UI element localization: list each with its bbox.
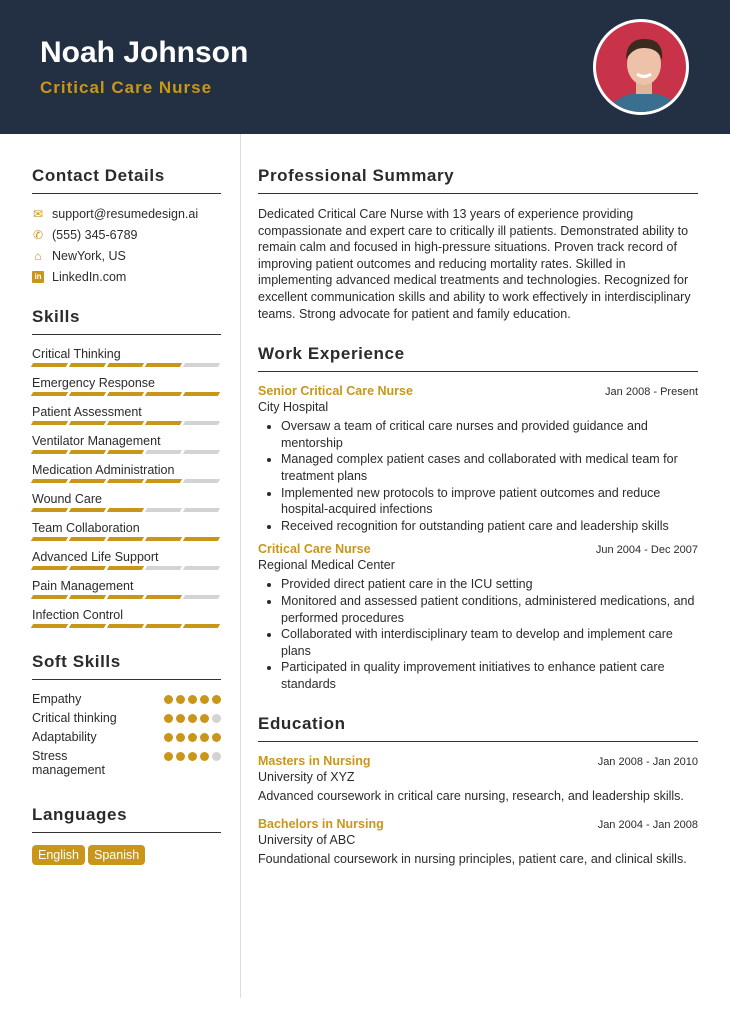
skill-segment <box>31 421 68 425</box>
rating-dot <box>200 752 209 761</box>
contact-item <box>32 227 221 243</box>
soft-skill-item <box>32 692 221 706</box>
skill-segment <box>31 566 68 570</box>
soft-skill-rating <box>164 714 221 725</box>
skill-segment <box>31 392 68 396</box>
skill-segment <box>107 537 144 541</box>
profile-photo <box>593 19 689 115</box>
skill-segment <box>183 421 220 425</box>
skill-segment <box>69 421 106 425</box>
job-title: Senior Critical Care Nurse <box>258 384 413 399</box>
job-bullet: • Participated in quality improvement initiatives to enhance patient care standards <box>281 659 698 692</box>
summary-heading: Professional Summary <box>258 166 698 194</box>
contact-text: LinkedIn.com <box>52 270 127 284</box>
job-bullet: • Provided direct patient care in the ICU setting <box>281 576 698 593</box>
rating-dot <box>164 733 173 742</box>
rating-dot <box>176 752 185 761</box>
education-date: Jan 2004 - Jan 2008 <box>597 819 698 832</box>
rating-dot <box>188 733 197 742</box>
contact-text: NewYork, US <box>52 249 126 263</box>
skill-segment <box>145 508 182 512</box>
school-name: University of ABC <box>258 833 356 848</box>
skill-segment <box>145 450 182 454</box>
rating-dot <box>176 695 185 704</box>
skill-segment <box>183 566 220 570</box>
skill-segment <box>183 363 220 367</box>
education-date: Jan 2008 - Jan 2010 <box>597 756 698 769</box>
education-heading: Education <box>258 714 698 742</box>
skill-segment <box>145 595 182 599</box>
rating-dot <box>188 752 197 761</box>
phone-icon: ✆ <box>32 228 44 242</box>
skill-segment <box>69 566 106 570</box>
degree-title: Bachelors in Nursing <box>258 817 384 832</box>
rating-dot <box>212 714 221 723</box>
skill-level-bar <box>32 595 221 599</box>
skill-segment <box>31 363 68 367</box>
education-list <box>258 754 698 866</box>
skill-segment <box>183 479 220 483</box>
skill-segment <box>69 479 106 483</box>
skill-segment <box>183 537 220 541</box>
school-name: University of XYZ <box>258 770 355 785</box>
skill-segment <box>145 421 182 425</box>
skill-name: Advanced Life Support <box>32 550 159 564</box>
skill-segment <box>31 508 68 512</box>
skill-name: Wound Care <box>32 492 102 506</box>
soft-skill-rating <box>164 733 221 744</box>
skill-level-bar <box>32 537 221 541</box>
column-divider <box>240 134 241 998</box>
education-description: Advanced coursework in critical care nursing, research, and leadership skills. <box>258 789 684 804</box>
skill-level-bar <box>32 363 221 367</box>
job-bullet: • Monitored and assessed patient conditions, administered medications, and performed procedures <box>281 593 698 626</box>
skill-name: Pain Management <box>32 579 134 593</box>
soft-skill-name: Adaptability <box>32 730 97 744</box>
skill-segment <box>107 479 144 483</box>
skill-level-bar <box>32 624 221 628</box>
skill-segment <box>183 508 220 512</box>
skill-segment <box>31 624 68 628</box>
skill-segment <box>145 537 182 541</box>
skill-segment <box>107 421 144 425</box>
skill-segment <box>107 363 144 367</box>
skills-list <box>32 347 221 628</box>
right-column <box>258 166 698 880</box>
language-tag: Spanish <box>88 845 145 865</box>
skill-level-bar <box>32 479 221 483</box>
degree-title: Masters in Nursing <box>258 754 371 769</box>
skill-segment <box>107 595 144 599</box>
skill-segment <box>183 392 220 396</box>
skill-level-bar <box>32 508 221 512</box>
rating-dot <box>176 733 185 742</box>
skill-segment <box>107 508 144 512</box>
skill-name: Medication Administration <box>32 463 175 477</box>
contact-item <box>32 248 221 264</box>
skill-segment <box>145 363 182 367</box>
skill-segment <box>107 450 144 454</box>
job-list <box>258 384 698 692</box>
rating-dot <box>176 714 185 723</box>
job-date: Jun 2004 - Dec 2007 <box>595 544 698 557</box>
skill-segment <box>183 595 220 599</box>
job-header <box>258 384 698 398</box>
left-column <box>32 166 221 865</box>
skill-segment <box>31 479 68 483</box>
experience-heading: Work Experience <box>258 344 698 372</box>
skill-segment <box>69 392 106 396</box>
skill-name: Infection Control <box>32 608 124 622</box>
skill-segment <box>107 624 144 628</box>
job-bullet: • Managed complex patient cases and collaborated with medical team for treatment plans <box>281 451 698 484</box>
soft-skill-item <box>32 711 221 725</box>
resume-header <box>0 0 730 134</box>
contact-heading: Contact Details <box>32 166 221 194</box>
skill-name: Critical Thinking <box>32 347 121 361</box>
skill-name: Patient Assessment <box>32 405 142 419</box>
job-bullets <box>258 418 698 534</box>
soft-skills-list <box>32 692 221 777</box>
skill-segment <box>31 595 68 599</box>
job-date: Jan 2008 - Present <box>605 386 698 399</box>
contact-item <box>32 206 221 222</box>
skill-name: Emergency Response <box>32 376 155 390</box>
skill-segment <box>69 363 106 367</box>
skill-name: Ventilator Management <box>32 434 161 448</box>
rating-dot <box>188 695 197 704</box>
skill-segment <box>107 392 144 396</box>
languages-list <box>32 845 221 865</box>
soft-skill-rating <box>164 695 221 706</box>
job-bullet: • Collaborated with interdisciplinary team to develop and implement care plans <box>281 626 698 659</box>
education-description: Foundational coursework in nursing principles, patient care, and clinical skills. <box>258 852 687 867</box>
rating-dot <box>164 695 173 704</box>
languages-heading: Languages <box>32 805 221 833</box>
candidate-title: Critical Care Nurse <box>40 78 213 97</box>
skill-segment <box>69 450 106 454</box>
rating-dot <box>200 714 209 723</box>
skill-name: Team Collaboration <box>32 521 140 535</box>
skill-segment <box>69 537 106 541</box>
soft-skill-rating <box>164 752 221 777</box>
rating-dot <box>164 714 173 723</box>
skill-segment <box>183 624 220 628</box>
soft-skill-item <box>32 730 221 744</box>
skill-segment <box>145 566 182 570</box>
job-bullets <box>258 576 698 692</box>
skill-level-bar <box>32 450 221 454</box>
rating-dot <box>212 752 221 761</box>
soft-skill-name: Critical thinking <box>32 711 117 725</box>
job-title: Critical Care Nurse <box>258 542 371 557</box>
skill-segment <box>31 537 68 541</box>
job-bullet: • Received recognition for outstanding patient care and leadership skills <box>281 518 698 535</box>
rating-dot <box>188 714 197 723</box>
rating-dot <box>200 733 209 742</box>
job-bullet: • Oversaw a team of critical care nurses and provided guidance and mentorship <box>281 418 698 451</box>
skill-segment <box>145 392 182 396</box>
education-header <box>258 817 698 831</box>
skill-segment <box>145 624 182 628</box>
rating-dot <box>164 752 173 761</box>
rating-dot <box>200 695 209 704</box>
envelope-icon: ✉ <box>32 207 44 221</box>
skill-level-bar <box>32 392 221 396</box>
skill-segment <box>183 450 220 454</box>
contact-text: (555) 345-6789 <box>52 228 138 242</box>
contact-list <box>32 206 221 285</box>
rating-dot <box>212 695 221 704</box>
candidate-name: Noah Johnson <box>40 36 249 69</box>
skill-segment <box>69 508 106 512</box>
summary-text: Dedicated Critical Care Nurse with 13 years of experience providing compassionate and expert care to critically ill patients. Demonstrated ability to remain calm and focused in high-pressure situations. Proven track record of improving patient outcomes and reducing mortality rates. Skilled in implementing advanced medical treatments and technologies. Recognized for excellent communication skills and ability to work effectively in interdisciplinary teams. Strong advocate for patient and family education. <box>258 207 691 321</box>
skills-heading: Skills <box>32 307 221 335</box>
education-header <box>258 754 698 768</box>
soft-skill-name: Stress management <box>32 749 105 777</box>
job-bullet: • Implemented new protocols to improve patient outcomes and reduce hospital-acquired infections <box>281 485 698 518</box>
skill-level-bar <box>32 421 221 425</box>
soft-skills-heading: Soft Skills <box>32 652 221 680</box>
rating-dot <box>212 733 221 742</box>
job-header <box>258 542 698 556</box>
soft-skill-name: Empathy <box>32 692 82 706</box>
skill-segment <box>69 624 106 628</box>
contact-text: support@resumedesign.ai <box>52 207 199 221</box>
skill-segment <box>107 566 144 570</box>
linkedin-icon: in <box>32 271 44 283</box>
contact-item <box>32 269 221 285</box>
job-organization: Regional Medical Center <box>258 558 395 573</box>
soft-skill-item <box>32 749 221 777</box>
language-tag: English <box>32 845 85 865</box>
skill-level-bar <box>32 566 221 570</box>
skill-segment <box>69 595 106 599</box>
job-organization: City Hospital <box>258 400 329 415</box>
skill-segment <box>145 479 182 483</box>
skill-segment <box>31 450 68 454</box>
home-icon: ⌂ <box>34 249 42 263</box>
